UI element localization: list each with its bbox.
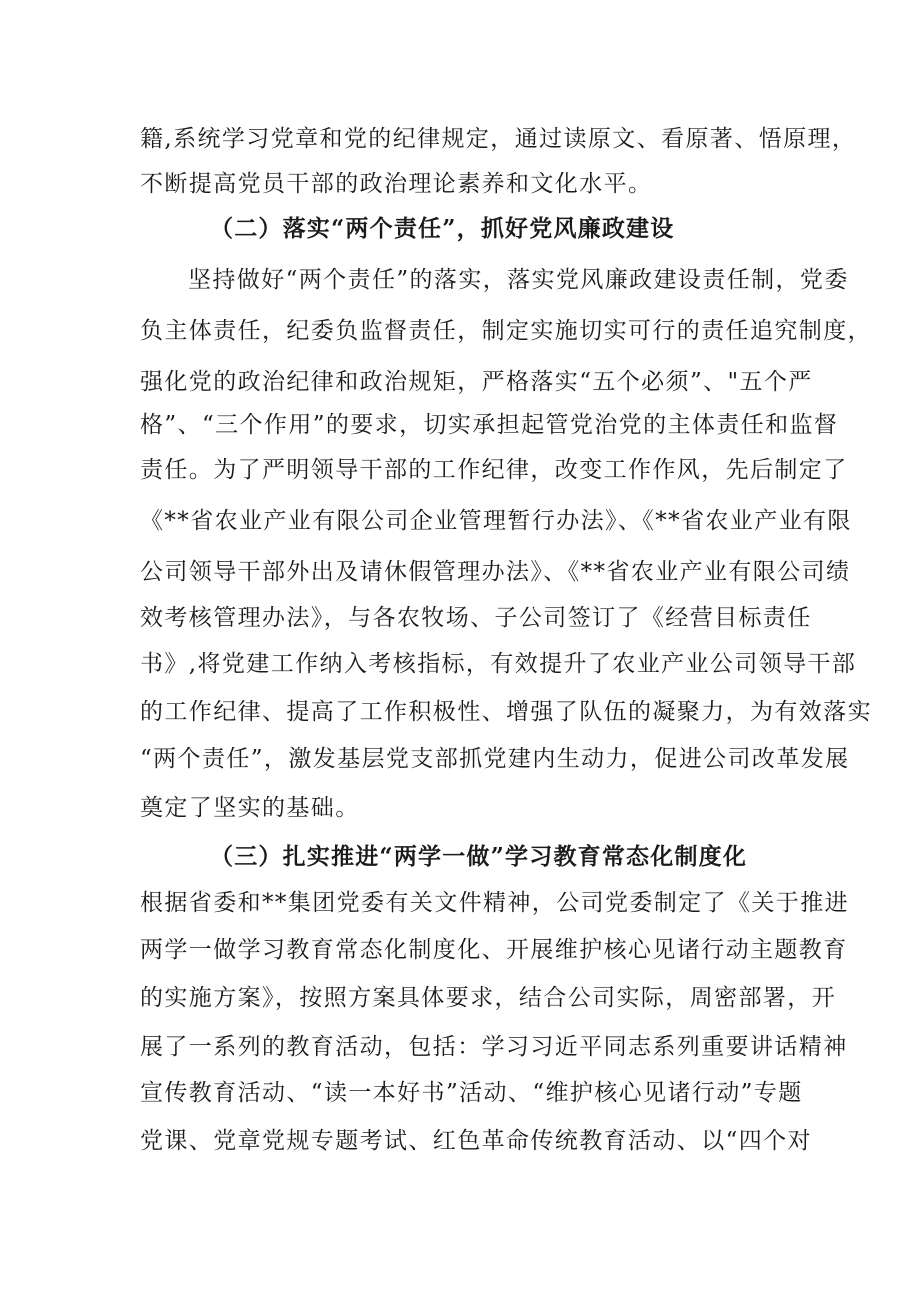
paragraph-line: 效考核管理办法》，与各农牧场、子公司签订了《经营目标责任 <box>140 605 812 631</box>
paragraph-line: 书》,将党建工作纳入考核指标，有效提升了农业产业公司领导干部 <box>140 651 857 677</box>
paragraph-line: 奠定了坚实的基础。 <box>140 795 360 821</box>
paragraph-line: 《**省农业产业有限公司企业管理暂行办法》、《**省农业产业有限 <box>140 508 852 534</box>
section-heading-2: （二）落实“两个责任”，抓好党风廉政建设 <box>210 215 675 242</box>
paragraph-line: 负主体责任，纪委负监督责任，制定实施切实可行的责任追究制度， <box>140 318 872 344</box>
paragraph-line: 的实施方案》，按照方案具体要求，结合公司实际，周密部署，开 <box>140 985 837 1011</box>
paragraph-line: 不断提高党员干部的政治理论素养和文化水平。 <box>140 171 653 197</box>
paragraph-line: 党课、党章党规专题考试、红色革命传统教育活动、以“四个对 <box>140 1128 812 1154</box>
paragraph-line: “两个责任”，激发基层党支部抓党建内生动力，促进公司改革发展 <box>140 746 850 772</box>
paragraph-line: 的工作纪律、提高了工作积极性、增强了队伍的凝聚力，为有效落实 <box>140 699 872 725</box>
paragraph-line: 宣传教育活动、“读一本好书”活动、“维护核心见诸行动”专题 <box>140 1080 803 1106</box>
paragraph-line: 强化党的政治纪律和政治规矩，严格落实“五个必须”、"五个严 <box>140 369 813 395</box>
paragraph-line: 根据省委和**集团党委有关文件精神，公司党委制定了《关于推进 <box>140 890 849 916</box>
paragraph-line: 籍,系统学习党章和党的纪律规定，通过读原文、看原著、悟原理， <box>140 126 857 152</box>
paragraph-line: 公司领导干部外出及请休假管理办法》、《**省农业产业有限公司绩 <box>140 559 851 585</box>
paragraph-line: 坚持做好“两个责任”的落实，落实党风廉政建设责任制，党委 <box>188 267 849 293</box>
paragraph-line: 格”、“三个作用”的要求，切实承担起管党治党的主体责任和监督 <box>140 412 839 438</box>
paragraph-line: 责任。为了严明领导干部的工作纪律，改变工作作风，先后制定了 <box>140 457 848 483</box>
paragraph-line: 两学一做学习教育常态化制度化、开展维护核心见诸行动主题教育 <box>140 937 848 963</box>
section-heading-3: （三）扎实推进“两学一做”学习教育常态化制度化 <box>210 843 748 870</box>
paragraph-line: 展了一系列的教育活动，包括：学习习近平同志系列重要讲话精神 <box>140 1034 848 1060</box>
